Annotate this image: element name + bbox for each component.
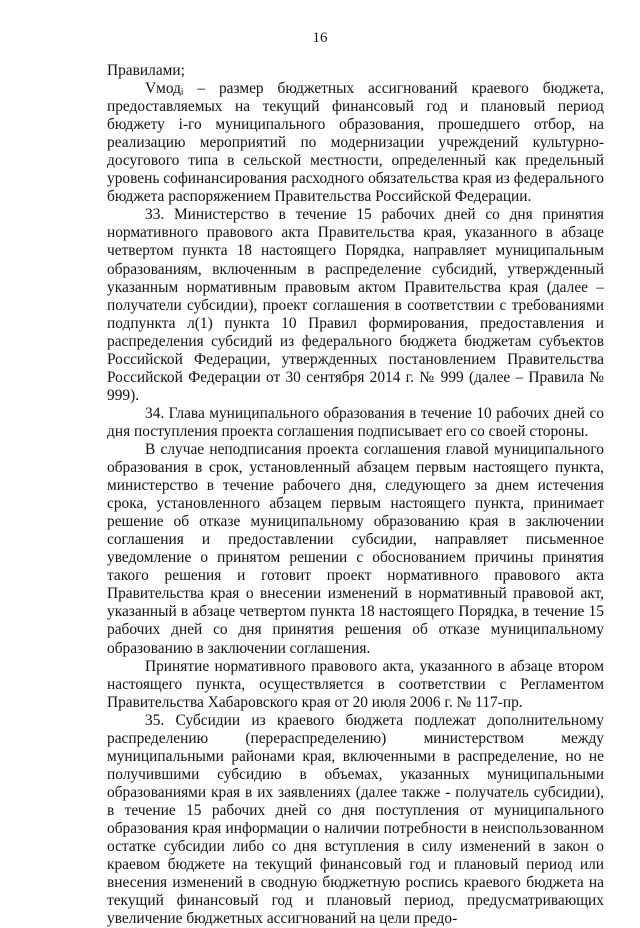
paragraph-rules-end: Правилами;: [107, 62, 185, 79]
paragraph-clause-35: 35. Субсидии из краевого бюджета подлежат дополнительному распределению (перераспределению) министерством между муниципальными районами края, включенными в распределение, но не получившими субсидию в объемах, указанных муниципальными образованиями края в их заявлениях (далее также - получатель субсидии), в течение 15 рабочих дней со дня поступления от муниципального образования края информации о наличии потребности в неиспользованном остатке субсидии либо со дня вступления в силу изменений в закон о краевом бюджете на текущий финансовый год и плановый период или внесения изменений в сводную бюджетную роспись краевого бюджета на текущий финансовый год и плановый период, предусматривающих увеличение бюджетных ассигнований на цели предо-: [107, 711, 604, 928]
paragraph-clause-34: 34. Глава муниципального образования в течение 10 рабочих дней со дня поступления проекта соглашения подписывает его со своей стороны.: [107, 404, 604, 440]
document-body: [107, 62, 604, 928]
paragraph-clause-33: 33. Министерство в течение 15 рабочих дней со дня принятия нормативного правового акта Правительства края, указанного в абзаце четвертом пункта 18 настоящего Порядка, направляет муниципальным образованиям, включенным в распределение субсидий, утвержденный указанным нормативным правовым актом Правительства края (далее – получатели субсидии), проект соглашения в соответствии с требованиями подпункта л(1) пункта 10 Правил формирования, предоставления и распределения субсидий из федерального бюджета бюджетам субъектов Российской Федерации, утвержденных постановлением Правительства Российской Федерации от 30 сентября 2014 г. № 999 (далее – Правила № 999).: [107, 206, 604, 404]
paragraph-clause-34-refusal: В случае неподписания проекта соглашения главой муниципального образования в срок, установленный абзацем первым настоящего пункта, министерство в течение рабочего дня, следующего за днем истечения срока, установленного абзацем первым настоящего пункта, принимает решение об отказе муниципальному образованию края в заключении соглашения и предоставлении субсидии, направляет письменное уведомление о принятом решении с обоснованием причины принятия такого решения и готовит проект нормативного правового акта Правительства края о внесении изменений в нормативный правовой акт, указанный в абзаце четвертом пункта 18 настоящего Порядка, в течение 15 рабочих дней со дня принятия решения об отказе муниципальному образованию в заключении соглашения.: [107, 440, 604, 657]
page-number: 16: [312, 30, 328, 46]
paragraph-clause-34-adoption: Принятие нормативного правового акта, указанного в абзаце втором настоящего пункта, осуществляется в соответствии с Регламентом Правительства Хабаровского края от 20 июля 2006 г. № 117-пр.: [107, 657, 604, 711]
paragraph-vmod-definition: Vмодᵢ – размер бюджетных ассигнований краевого бюджета, предоставляемых на текущий финансовый год и плановый период бюджету i-го муниципального образования, прошедшего отбор, на реализацию мероприятий по модернизации учреждений культурно-досугового типа в сельской местности, определенный как предельный уровень софинансирования расходного обязательства края из федерального бюджета распоряжением Правительства Российской Федерации.: [107, 80, 604, 206]
